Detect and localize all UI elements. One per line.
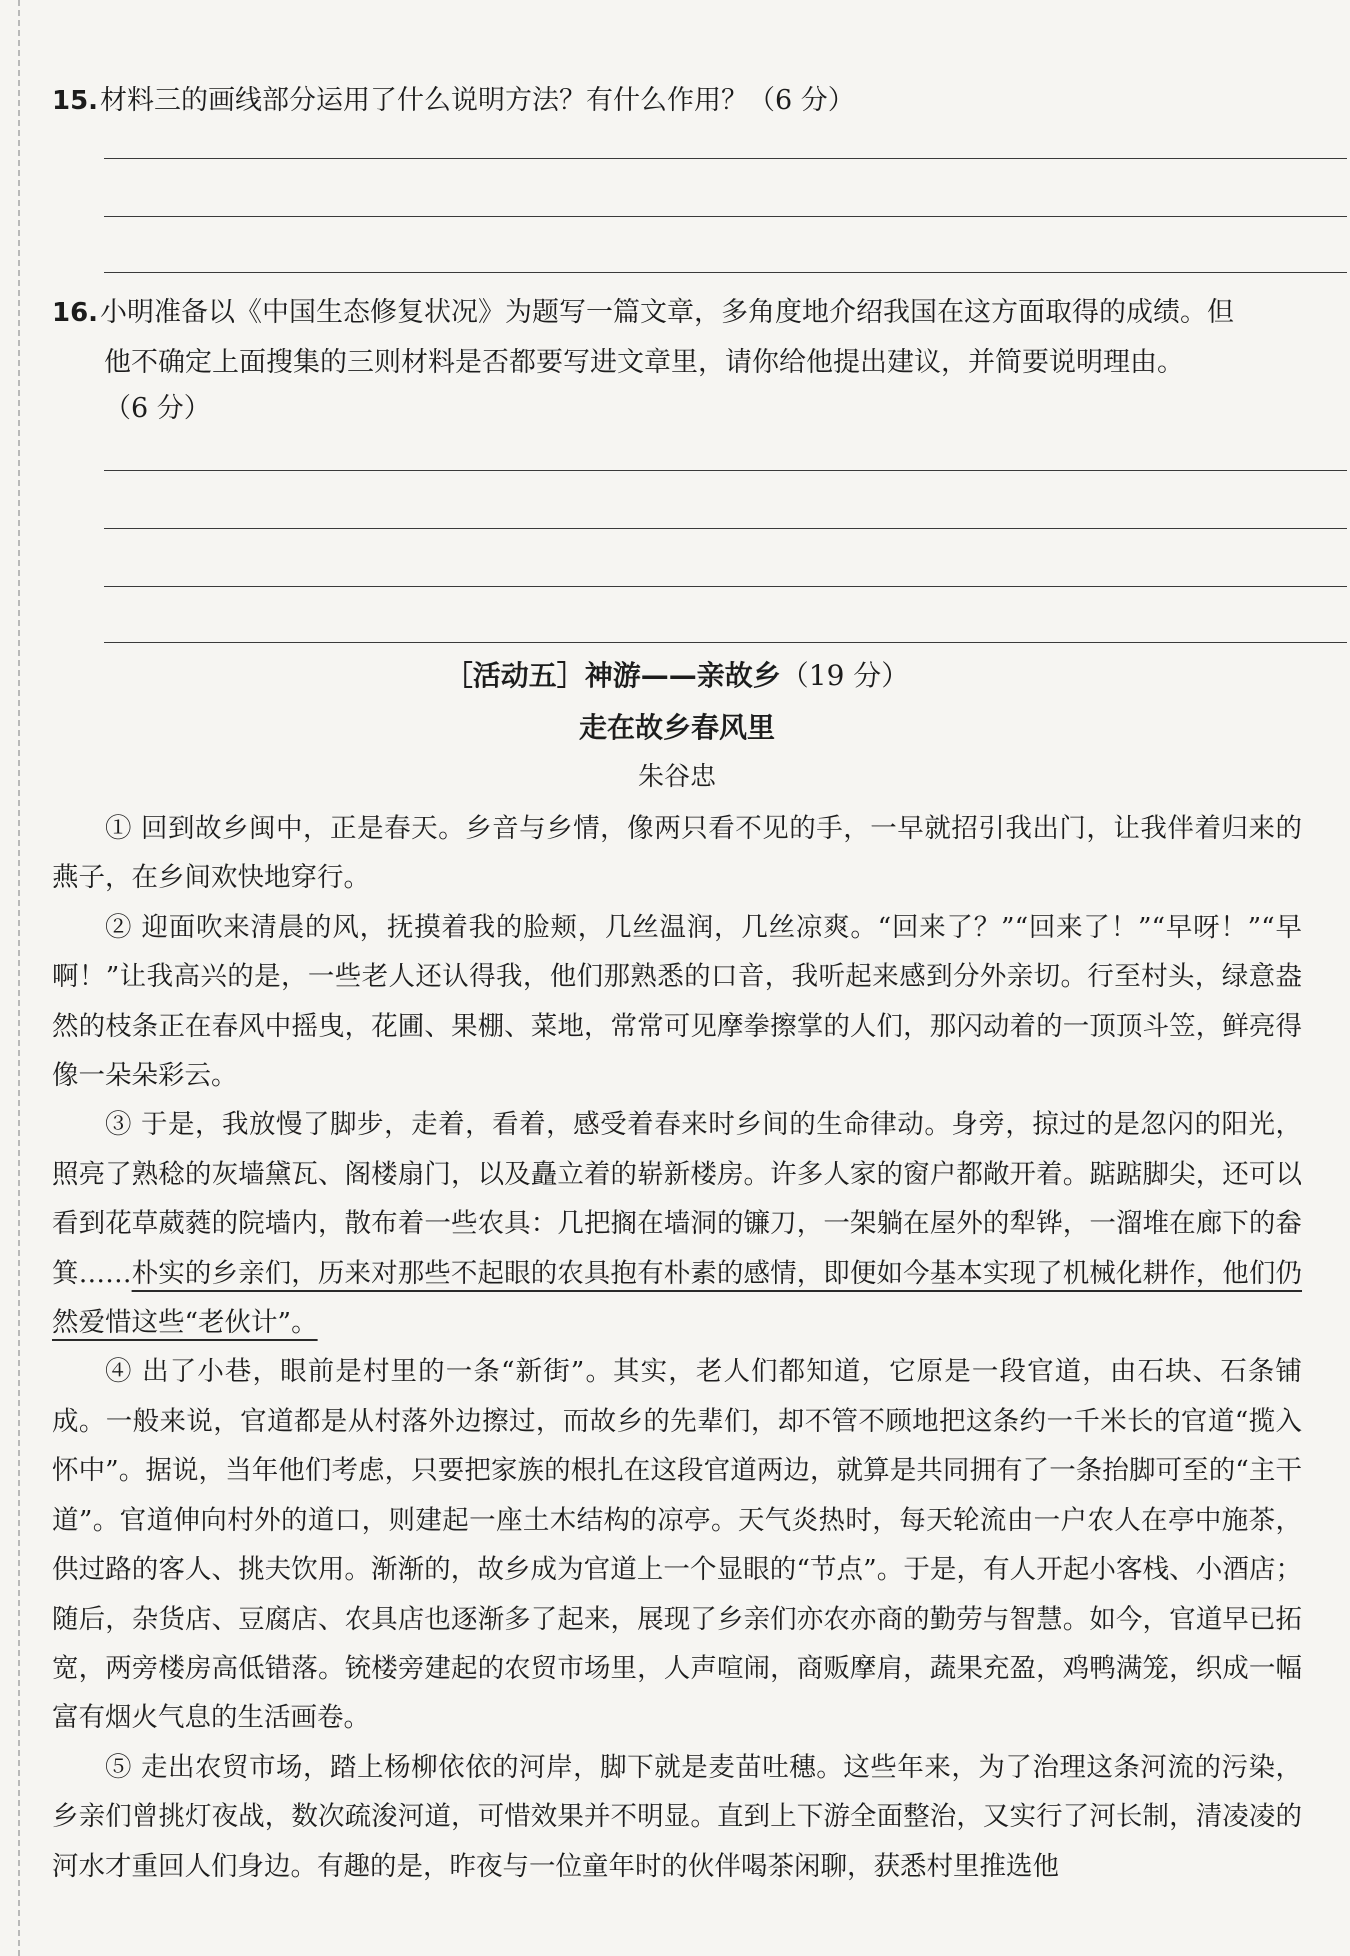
question-number: 15. — [52, 86, 99, 116]
underlined-sentence: 朴实的乡亲们，历来对那些不起眼的农具抱有朴素的感情，即便如今基本实现了机械化耕作，他们仍然爱惜这些“老伙计”。 — [52, 1257, 1303, 1339]
question-number: 16. — [52, 298, 99, 328]
paragraph-3 — [52, 1100, 1302, 1347]
question-16 — [52, 290, 1302, 432]
activity-score: （19 分） — [780, 659, 910, 692]
answer-line[interactable] — [104, 642, 1347, 643]
answer-line[interactable] — [104, 272, 1347, 273]
answer-line[interactable] — [104, 216, 1347, 217]
binding-margin-line — [18, 0, 20, 1956]
activity-heading — [52, 654, 1302, 694]
paragraph-1: ① 回到故乡闽中，正是春天。乡音与乡情，像两只看不见的手，一早就招引我出门，让我伴着归来的燕子，在乡间欢快地穿行。 — [52, 813, 1302, 894]
article-author: 朱谷忠 — [637, 762, 716, 792]
question-score: （6 分） — [104, 393, 211, 424]
answer-line[interactable] — [104, 586, 1347, 587]
activity-name: 神游——亲故乡 — [584, 659, 781, 692]
paragraph-2: ② 迎面吹来清晨的风，抚摸着我的脸颊，几丝温润，几丝凉爽。“回来了？”“回来了！”“早呀！”“早啊！”让我高兴的是，一些老人还认得我，他们那熟悉的口音，我听起来感到分外亲切。行至村头，绿意盎然的枝条正在春风中摇曳，花圃、果棚、菜地，常常可见摩拳擦掌的人们，那闪动着的一顶顶斗笠，鲜亮得像一朵朵彩云。 — [52, 911, 1302, 1092]
answer-line[interactable] — [104, 470, 1347, 471]
question-text-line-2: 他不确定上面搜集的三则材料是否都要写进文章里，请你给他提出建议，并简要说明理由。 — [104, 347, 1184, 378]
activity-bracket: ［活动五］ — [444, 659, 585, 692]
paragraph-4: ④ 出了小巷，眼前是村里的一条“新街”。其实，老人们都知道，它原是一段官道，由石块、石条铺成。一般来说，官道都是从村落外边擦过，而故乡的先辈们，却不管不顾地把这条约一千米长的官道“揽入怀中”。据说，当年他们考虑，只要把家族的根扎在这段官道两边，就算是共同拥有了一条抬脚可至的“主干道”。官道伸向村外的道口，则建起一座土木结构的凉亭。天气炎热时，每天轮流由一户农人在亭中施茶，供过路的客人、挑夫饮用。渐渐的，故乡成为官道上一个显眼的“节点”。于是，有人开起小客栈、小酒店；随后，杂货店、豆腐店、农具店也逐渐多了起来，展现了乡亲们亦农亦商的勤劳与智慧。如今，官道早已拓宽，两旁楼房高低错落。铳楼旁建起的农贸市场里，人声喧闹，商贩摩肩，蔬果充盈，鸡鸭满笼，织成一幅富有烟火气息的生活画卷。 — [52, 1356, 1302, 1734]
article-title: 走在故乡春风里 — [578, 711, 775, 744]
question-15 — [52, 78, 1302, 124]
answer-line[interactable] — [104, 158, 1347, 159]
answer-line[interactable] — [104, 528, 1347, 529]
question-text: 材料三的画线部分运用了什么说明方法？有什么作用？（6 分） — [100, 85, 855, 116]
question-text-line-1: 小明准备以《中国生态修复状况》为题写一篇文章，多角度地介绍我国在这方面取得的成绩。但 — [100, 297, 1234, 328]
paragraph-5: ⑤ 走出农贸市场，踏上杨柳依依的河岸，脚下就是麦苗吐穗。这些年来，为了治理这条河流的污染，乡亲们曾挑灯夜战，数次疏浚河道，可惜效果并不明显。直到上下游全面整治，又实行了河长制，清凌凌的河水才重回人们身边。有趣的是，昨夜与一位童年时的伙伴喝茶闲聊，获悉村里推选他 — [52, 1751, 1302, 1882]
article-body — [52, 804, 1302, 1891]
paragraph-3-text: ③ 于是，我放慢了脚步，走着，看着，感受着春来时乡间的生命律动。身旁，掠过的是忽闪的阳光，照亮了熟稔的灰墙黛瓦、阁楼扇门，以及矗立着的崭新楼房。许多人家的窗户都敞开着。踮踮脚尖，还可以看到花草葳蕤的院墙内，散布着一些农具：几把搁在墙洞的镰刀，一架躺在屋外的犁铧，一溜堆在廊下的畚箕…… — [52, 1109, 1302, 1289]
